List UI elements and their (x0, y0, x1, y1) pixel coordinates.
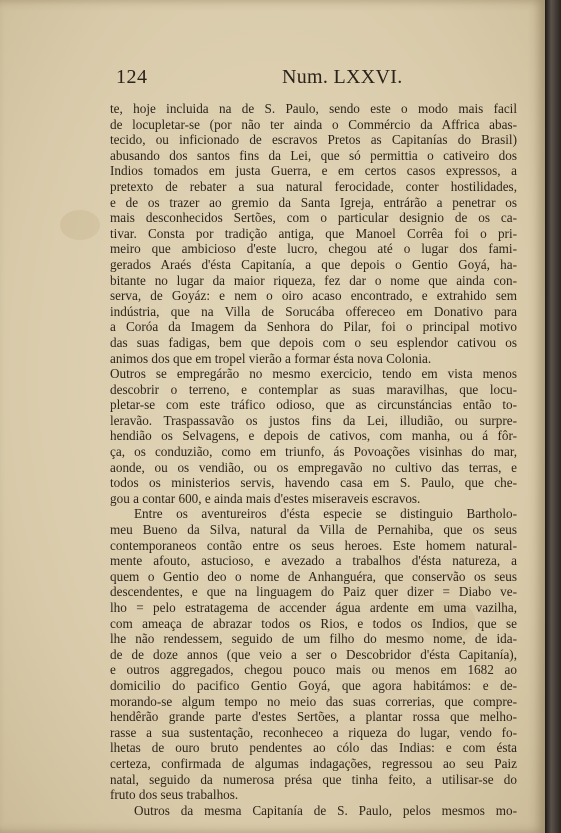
text-line: domicilio do pacifico Gentio Goyá, que agora habitámos: e de- (110, 677, 517, 693)
text-line: rasse a sua sustentação, reconheceo a riqueza do lugar, vendo fo- (110, 724, 517, 740)
text-line: gerados Araés d'ésta Capitanía, a que depois o Gentio Goyá, ha- (110, 256, 517, 272)
text-line: pretexto de rebater a sua natural ferocidade, conter hostilidades, (110, 178, 517, 194)
text-line: mais desconhecidos Sertões, com o particular designio de os ca- (110, 210, 517, 226)
text-line: lho = pelo estratagema de accender água ardente em uma vazilha, (110, 600, 517, 615)
text-line: descobrir o terreno, e contemplar as suas maravilhas, que locu- (110, 381, 517, 397)
text-line: fruto dos seus trabalhos. (110, 787, 239, 803)
text-line: lhe não rendessem, seguido de um filho do mesmo nome, de ida- (110, 631, 517, 647)
text-line: aonde, ou os vendião, ou os empregavão no cultivo das terras, e (110, 459, 517, 475)
text-line: e de os trazer ao gremio da Santa Igreja, entrárão a penetrar os (110, 194, 517, 210)
text-line: pletar-se com este tráfico odioso, que as circunstáncias então to- (110, 397, 517, 413)
paragraph-first-line: Outros da mesma Capitanía de S. Paulo, pelos mesmos mo- (134, 802, 517, 818)
text-line: mente afouto, astucioso, e avezado a trabalhos d'ésta natureza, a (110, 553, 517, 569)
text-line: gou a contar 600, e ainda mais d'estes miseraveis escravos. (110, 490, 421, 506)
text-line: Outros se empregárão no mesmo exercicio, tendo em vista menos (110, 366, 517, 382)
text-line: contemporaneos contão entre os seus heroes. Este homem natural- (110, 537, 517, 553)
running-head: Num. LXXVI. (282, 66, 403, 88)
text-line: tecido, ou inficionado de escravos Pretos as Capitanías do Brasil) (110, 132, 517, 148)
page-number: 124 (116, 66, 148, 88)
text-line: descendentes, e que na linguagem do Paiz quer dizer = Diabo ve- (110, 584, 517, 600)
text-line: tivar. Consta por tradição antiga, que Manoel Corrêa foi o pri- (110, 225, 517, 241)
paper-stain (60, 210, 100, 240)
text-line: bitante no lugar da maior riqueza, fez dar o nome que ainda con- (110, 272, 517, 288)
text-line: com ameaça de abrazar todos os Rios, e todos os Indios, que se (110, 615, 517, 631)
text-line: certeza, confirmada de algumas indagações, regressou ao seu Paiz (110, 755, 517, 771)
text-line: hendêrão grande parte d'estes Sertões, a plantar rossa que melho- (110, 709, 517, 725)
text-line: abusando dos santos fins da Lei, que só permittia o cativeiro dos (110, 147, 517, 163)
book-fore-edge (545, 0, 561, 833)
text-line: indústria, que na Villa de Sorucába offereceo em Donativo para (110, 303, 517, 319)
text-line: morando-se algum tempo no meio das suas correrias, que compre- (110, 693, 517, 709)
text-line: leravão. Traspassavão os justos fins da Lei, illudião, ou surpre- (110, 412, 517, 428)
text-line: de locupletar-se (por não ter ainda o Commércio da Affrica abas- (110, 116, 517, 132)
text-line: a Coróa da Imagem da Senhora do Pilar, foi o principal motivo (110, 319, 517, 335)
text-line: serva, de Goyáz: e nem o oiro acaso encontrado, e extrahido sem (110, 288, 517, 304)
text-line: e outros aggregados, chegou pouco mais ou menos em 1682 ao (110, 662, 517, 678)
text-line: ça, os conduzião, como em triunfo, ás Povoações visinhas do mar, (110, 444, 517, 460)
text-line: de de doze annos (que veio a ser o Descobridor d'ésta Capitanía), (110, 646, 517, 662)
text-line: quem o Gentio deo o nome de Anhanguéra, que conservão os seus (110, 568, 517, 584)
text-line: natal, seguido da numerosa présa que tinha feito, a utilisar-se do (110, 771, 517, 787)
text-line: te, hoje incluida na de S. Paulo, sendo este o modo mais facil (110, 101, 517, 116)
page-header (112, 66, 484, 92)
text-line: todos os ministerios servis, havendo casa em S. Paulo, que che- (110, 475, 517, 491)
text-line: animos dos que em tropel vierão a formar ésta nova Colonia. (110, 350, 432, 366)
text-line: hendião os Selvagens, e depois de cativos, com manha, ou á fôr- (110, 428, 517, 444)
text-line: meiro que ambicioso d'este lucro, chegou até o lugar dos fami- (110, 241, 517, 257)
text-line: das suas fadigas, bem que depois com o seu esplendor cativou os (110, 334, 517, 350)
body-text (110, 101, 517, 818)
text-line: meu Bueno da Silva, natural da Villa de Pernahiba, que os seus (110, 522, 517, 538)
text-line: lhetas de ouro bruto pendentes ao cólo das Indias: e com ésta (110, 740, 517, 756)
paragraph-first-line: Entre os aventureiros d'ésta especie se distinguio Bartholo- (134, 506, 517, 522)
text-line: Indios tomados em justa Guerra, e em certos casos expressos, a (110, 163, 517, 179)
